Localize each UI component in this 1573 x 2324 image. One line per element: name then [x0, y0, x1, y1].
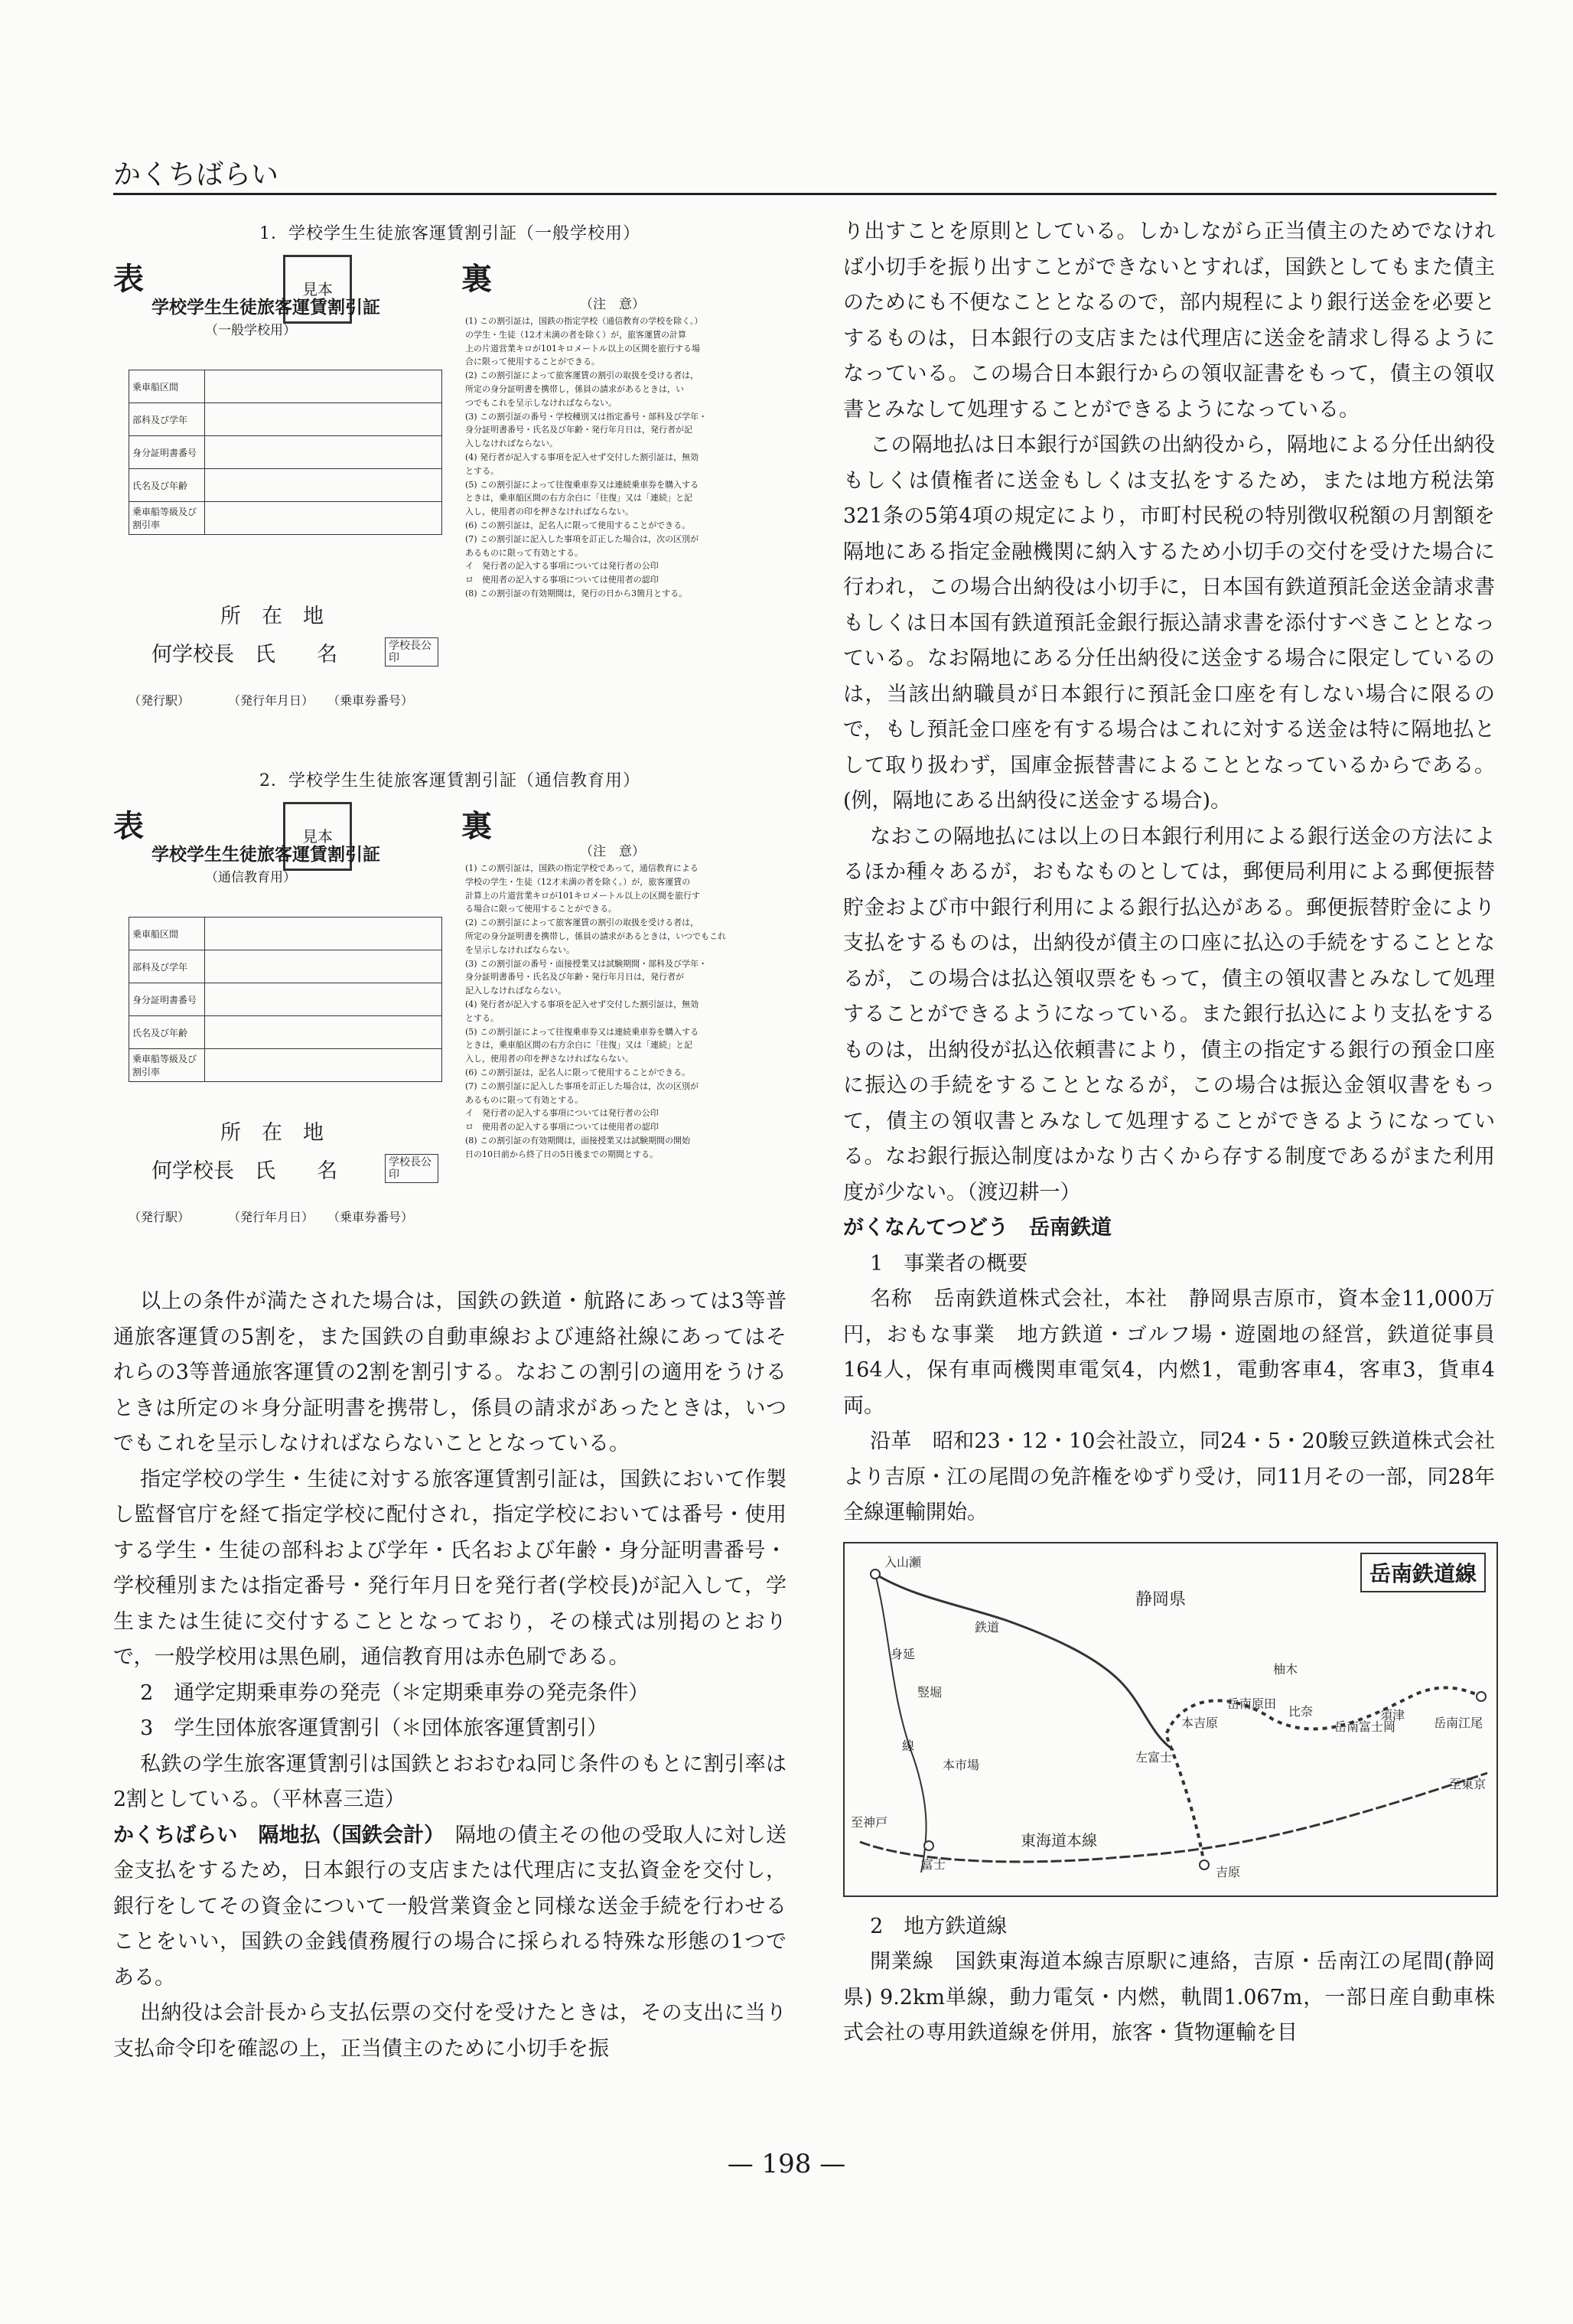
map-label: 吉原	[1216, 1864, 1241, 1879]
note-line: 上の片道営業キロが101キロメートル以上の区間を旅行する場	[465, 343, 700, 354]
entry-heading: かくちばらい 隔地払（国鉄会計）	[113, 1823, 435, 1847]
notes-heading: （注 意）	[580, 844, 645, 859]
station-marker	[871, 1569, 880, 1579]
school-seal: 学校長公印	[385, 637, 438, 667]
note-line: 日の10日前から終了日の5日後までの期間とする。	[465, 1149, 658, 1159]
figure2	[113, 802, 786, 1253]
note-line: (1) この割引証は，国鉄の指定学校（通信教育の学校を除く。）	[465, 316, 703, 326]
note-line: (3) この割引証の番号・学校種別又は指定番号・部科及び学年・	[465, 411, 708, 422]
form-row-label: 乗車船等級及び割引率	[129, 1049, 205, 1082]
map-label: 須津	[1380, 1707, 1405, 1723]
form-row-value	[205, 1049, 442, 1082]
form-title: 学校学生生徒旅客運賃割引証	[151, 845, 380, 865]
station-marker	[924, 1841, 933, 1850]
form-row	[129, 983, 442, 1016]
form-front-label: 表	[113, 809, 144, 844]
map-label: 岳南原田	[1227, 1696, 1277, 1711]
form-notes	[465, 862, 786, 1162]
gakunan-line	[1166, 1687, 1481, 1865]
note-line: の学生・生徒（12才未満の者を除く）が，旅客運賃の計算	[465, 329, 686, 340]
form-row	[129, 502, 442, 535]
list-item: 3 学生団体旅客運賃割引（＊団体旅客運賃割引）	[140, 1716, 608, 1740]
note-line: あるものに限って有効とする。	[465, 547, 583, 558]
note-line: とする。	[465, 1012, 499, 1023]
tokaido-line	[860, 1773, 1487, 1862]
note-line: (7) この割引証に記入した事項を訂正した場合は，次の区別が	[465, 1081, 699, 1091]
note-line: (5) この割引証によって往復乗車券又は連続乗車券を購入する	[465, 1026, 699, 1037]
note-line: (2) この割引証によって旅客運賃の割引の取扱を受ける者は，	[465, 370, 699, 381]
note-line: とする。	[465, 465, 499, 476]
map-label: 入山瀬	[884, 1554, 922, 1569]
paragraph: 開業線 国鉄東海道本線吉原駅に連絡，吉原・岳南江の尾間(静岡県) 9.2km単線，動力電気・内燃，軌間1.067m，一部日産自動車株式会社の専用鉄道線を併用，旅客・貨物運輸を目	[843, 1950, 1495, 2045]
map-label: 鉄道	[975, 1619, 1000, 1635]
note-line: 身分証明書番号・氏名及び年齢・発行年月日は，発行者が	[465, 972, 684, 983]
map-label: 東海道本線	[1021, 1830, 1097, 1850]
school-seal: 学校長公印	[385, 1154, 438, 1183]
note-line: つでもこれを呈示しなければならない。	[465, 397, 617, 408]
map-label: 比奈	[1288, 1703, 1314, 1719]
note-line: (8) この割引証の有効期間は，発行の日から3箇月とする。	[465, 588, 688, 598]
form-footer-item: （発行年月日）	[228, 1210, 314, 1224]
map-label: 左富士	[1135, 1749, 1173, 1765]
issuer-place: 所 在 地	[220, 1121, 324, 1145]
form-row	[129, 1049, 442, 1082]
paragraph: 沿革 昭和23・12・10会社設立，同24・5・20駿豆鉄道株式会社より吉原・江の尾間の免許権をゆずり受け，同11月その一部，同28年全線運輸開始。	[843, 1429, 1495, 1524]
map-title: 岳南鉄道線	[1360, 1553, 1486, 1592]
map-label: 本市場	[943, 1757, 980, 1772]
note-line: (7) この割引証に記入した事項を訂正した場合は，次の区別が	[465, 533, 699, 544]
issuer-name: 何学校長 氏 名	[151, 1159, 337, 1183]
form-row-value	[205, 403, 442, 436]
note-line: イ 発行者の記入する事項については発行者の公印	[465, 1108, 659, 1119]
paragraph: この隔地払は日本銀行が国鉄の出納役から，隔地による分任出納役もしくは債権者に送金もしくは支払をするため，または地方税法第321条の5第4項の規定により，市町村民税の特別徴収税額の月割額を隔地にある指定金融機関に納入するため小切手の交付を受けた場合に行われ，この場合出納役は小切手に，日本国有鉄道預託金送金請求書もしくは日本国有鉄道預託金銀行振込請求書を添付すべきこととなっている。なお隔地にある分任出納役に送金する場合に限定しているのは，当該出納職員が日本銀行に預託金口座を有しない場合に限るので，もし預託金口座を有する場合はこれに対する送金は特に隔地払として取り扱わず，国庫金振替書によることとなっているからである。(例，隔地にある出納役に送金する場合)。	[843, 433, 1495, 813]
form-row-label: 乗車船等級及び割引率	[129, 502, 205, 535]
form-row-value	[205, 950, 442, 983]
note-line: 計算上の片道営業キロが101キロメートル以上の区間を旅行す	[465, 890, 700, 901]
form-front-label: 表	[113, 262, 144, 297]
note-line: 学校の学生・生徒（12才未満の者を除く。）が，旅客運賃の	[465, 876, 691, 887]
map-label: 身延	[891, 1646, 916, 1661]
sample-stamp: 見本	[283, 802, 352, 871]
form-row-label: 部科及び学年	[129, 950, 205, 983]
form-footer-item: （乗車券番号）	[327, 693, 414, 708]
section-heading: 2 地方鉄道線	[870, 1914, 1008, 1938]
note-line: (4) 発行者が記入する事項を記入せず交付した割引証は，無効	[465, 999, 699, 1009]
note-line: 記入しなければならない。	[465, 986, 566, 996]
note-line: ロ 使用者の記入する事項については使用者の認印	[465, 575, 659, 585]
map-label: 岳南富士岡	[1334, 1719, 1396, 1734]
note-line: 身分証明書番号・氏名及び年齢・発行年月日は，発行者が記	[465, 425, 692, 435]
notes-heading: （注 意）	[580, 297, 645, 312]
paragraph: なおこの隔地払には以上の日本銀行利用による銀行送金の方法によるほか種々あるが，おもなものとしては，郵便局利用による郵便振替貯金および市中銀行利用による銀行払込がある。郵便振替貯金により支払をするものは，出納役が債主の口座に払込の手続をすることとなるが，この場合は払込領収票をもって，債主の領収書とみなして処理することができるようになっている。また銀行払込により支払をするものは，出納役が払込依頼書により，債主の指定する銀行の預金口座に振込の手続をすることとなるが，この場合は振込金領収書をもって，債主の領収書とみなして処理することができるようになっている。なお銀行振込制度はかなり古くから存する制度であるがまた利用度が少ない。（渡辺耕一）	[843, 824, 1495, 1204]
form-row-value	[205, 469, 442, 502]
railway-map	[843, 1542, 1498, 1897]
form-row-value	[205, 370, 442, 403]
form-footer-item: （発行駅）	[129, 1210, 191, 1224]
form-row-value	[205, 436, 442, 469]
form-title: 学校学生生徒旅客運賃割引証	[151, 298, 380, 318]
map-label: 富士	[921, 1856, 946, 1872]
right-column	[843, 214, 1495, 2052]
map-label: 岳南江尾	[1434, 1715, 1483, 1730]
form-row	[129, 918, 442, 950]
note-line: (3) この割引証の番号・面接授業又は試験期間・部科及び学年・	[465, 958, 708, 969]
note-line: 入し，使用者の印を押さなければならない。	[465, 1054, 633, 1064]
running-header: かくちばらい	[113, 159, 279, 191]
note-line: (6) この割引証は，記名人に限って使用することができる。	[465, 520, 691, 530]
map-label: 本吉原	[1181, 1715, 1219, 1730]
note-line: あるものに限って有効とする。	[465, 1094, 583, 1105]
form-back-label: 裏	[461, 809, 492, 844]
form-table	[129, 917, 442, 1082]
page-number: — 198 —	[727, 2149, 846, 2179]
form-row-label: 身分証明書番号	[129, 983, 205, 1016]
list-item: 2 通学定期乗車券の発売（＊定期乗車券の発売条件）	[140, 1680, 650, 1705]
form-table	[129, 370, 442, 535]
form-row-value	[205, 1016, 442, 1049]
form-back-label: 裏	[461, 262, 492, 297]
figure1	[113, 255, 786, 737]
sample-stamp: 見本	[283, 255, 352, 324]
minobu-line	[875, 1574, 1174, 1750]
note-line: (8) この割引証の有効期間は，面接授業又は試験期間の開始	[465, 1135, 691, 1146]
note-line: (6) この割引証は，記名人に限って使用することができる。	[465, 1067, 691, 1077]
railway-map-svg	[845, 1543, 1496, 1895]
form-notes	[465, 315, 786, 601]
paragraph: り出すことを原則としている。しかしながら正当債主のためでなければ小切手を振り出すことができないとすれば，国鉄としてもまた債主のためにも不便なこととなるので，部内規程により銀行送金を必要とするものは，日本銀行の支店または代理店に送金を請求し得るようになっている。この場合日本銀行からの領収証書をもって，債主の領収書とみなして処理することができるようになっている。	[843, 220, 1495, 422]
note-line: (4) 発行者が記入する事項を記入せず交付した割引証は，無効	[465, 451, 699, 462]
figure2-caption: 2．学校学生生徒旅客運賃割引証（通信教育用）	[259, 771, 640, 790]
paragraph: 出納役は会計長から支払伝票の交付を受けたときは，その支出に当り支払命令印を確認の上，正当債主のために小切手を振	[113, 2001, 786, 2061]
left-column	[113, 214, 786, 2067]
form-row	[129, 950, 442, 983]
form-row-label: 乗車船区間	[129, 918, 205, 950]
form-row-label: 身分証明書番号	[129, 436, 205, 469]
form-row	[129, 436, 442, 469]
form-subtitle: （一般学校用）	[205, 323, 296, 338]
note-line: 所定の身分証明書を携帯し，係員の請求があるときは，いつでもこれ	[465, 931, 726, 941]
note-line: る場合に限って使用することができる。	[465, 904, 617, 914]
figure1-caption: 1．学校学生生徒旅客運賃割引証（一般学校用）	[259, 224, 640, 243]
map-label: 至東京	[1449, 1776, 1487, 1791]
note-line: (5) この割引証によって往復乗車券又は連続乗車券を購入する	[465, 479, 699, 490]
paragraph: 名称 岳南鉄道株式会社，本社 静岡県吉原市，資本金11,000万円，おもな事業 地方鉄道・ゴルフ場・遊園地の経営，鉄道従事員164人，保有車両機関車電気4，内燃1，電動客車4，客車3，貨車4両。	[843, 1287, 1495, 1418]
note-line: 合に限って使用することができる。	[465, 357, 600, 367]
form-row	[129, 403, 442, 436]
note-line: ときは，乗車船区間の右方余白に「往復」又は「連続」と記	[465, 493, 692, 504]
map-label: 線	[902, 1738, 915, 1753]
note-line: (2) この割引証によって旅客運賃の割引の取扱を受ける者は，	[465, 918, 699, 928]
paragraph: 私鉄の学生旅客運賃割引は国鉄とおおむね同じ条件のもとに割引率は2割としている。（平林喜三造）	[113, 1752, 786, 1811]
form-row	[129, 1016, 442, 1049]
map-label: 竪堀	[917, 1684, 943, 1700]
note-line: 所定の身分証明書を携帯し，係員の請求があるときは，い	[465, 383, 684, 394]
form-row-label: 氏名及び年齢	[129, 1016, 205, 1049]
note-line: ロ 使用者の記入する事項については使用者の認印	[465, 1122, 659, 1133]
note-line: ときは，乗車船区間の右方余白に「往復」又は「連続」と記	[465, 1040, 692, 1051]
issuer-place: 所 在 地	[220, 605, 324, 628]
form-row-value	[205, 502, 442, 535]
form-footer-item: （発行年月日）	[228, 693, 314, 708]
form-row-value	[205, 983, 442, 1016]
form-row-label: 氏名及び年齢	[129, 469, 205, 502]
map-label: 至神戸	[851, 1814, 888, 1830]
paragraph: 以上の条件が満たされた場合は，国鉄の鉄道・航路にあっては3等普通旅客運賃の5割を，また国鉄の自動車線および連絡社線にあってはそれらの3等普通旅客運賃の2割を割引する。なおこの割引の適用をうけるときは所定の＊身分証明書を携帯し，係員の請求があったときは，いつでもこれを呈示しなければならないこととなっている。	[113, 1289, 786, 1455]
note-line: を呈示しなければならない。	[465, 944, 575, 955]
form-subtitle: （通信教育用）	[205, 870, 296, 885]
entry-heading: がくなんてつどう 岳南鉄道	[843, 1216, 1112, 1240]
station-marker	[1477, 1692, 1486, 1701]
note-line: 入しなければならない。	[465, 438, 558, 449]
form-row	[129, 370, 442, 403]
form-footer-item: （発行駅）	[129, 693, 191, 708]
map-label: 静岡県	[1135, 1589, 1187, 1609]
header-rule	[113, 193, 1496, 195]
issuer-name: 何学校長 氏 名	[151, 643, 337, 667]
form-footer-item: （乗車券番号）	[327, 1210, 414, 1224]
map-label: 柚木	[1273, 1661, 1298, 1677]
form-row-label: 乗車船区間	[129, 370, 205, 403]
section-heading: 1 事業者の概要	[870, 1251, 1028, 1276]
form-row-label: 部科及び学年	[129, 403, 205, 436]
form-row	[129, 469, 442, 502]
note-line: イ 発行者の記入する事項については発行者の公印	[465, 561, 659, 572]
station-marker	[1200, 1860, 1209, 1869]
entry-text: 隔地の債主その他の受取人に対し送金支払をするため，日本銀行の支店または代理店に支払資金を交付し，銀行をしてその資金について一般営業資金と同様な送金手続を行わせることをいい，国鉄の金銭債務履行の場合に採られる特殊な形態の1つである。	[113, 1823, 786, 1990]
form-row-value	[205, 918, 442, 950]
note-line: 入し，使用者の印を押さなければならない。	[465, 507, 633, 517]
note-line: (1) この割引証は，国鉄の指定学校であって，通信教育による	[465, 863, 699, 873]
paragraph: 指定学校の学生・生徒に対する旅客運賃割引証は，国鉄において作製し監督官庁を経て指定学校に配付され，指定学校においては番号・使用する学生・生徒の部科および学年・氏名および年齢・身分証明書番号・学校種別または指定番号・発行年月日を発行者(学校長)が記入して，学生または生徒に交付することとなっており，その様式は別掲のとおりで，一般学校用は黒色刷，通信教育用は赤色刷である。	[113, 1467, 786, 1669]
